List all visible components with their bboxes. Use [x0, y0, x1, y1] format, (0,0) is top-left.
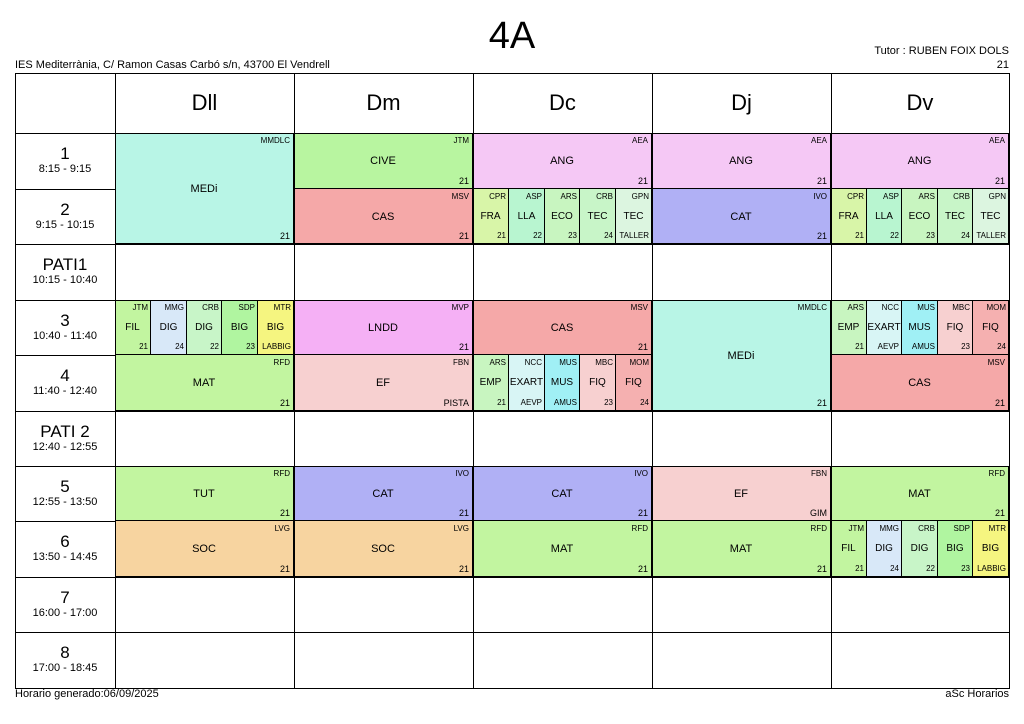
lesson-subject: FIL: [841, 543, 856, 554]
grid-row-line: [15, 577, 115, 578]
period-label: [15, 532, 115, 564]
period-label: [15, 366, 115, 398]
lesson-cell[interactable]: [294, 133, 473, 189]
lesson-room: 22: [210, 342, 219, 351]
lesson-subject: ECO: [908, 210, 931, 222]
lesson-teacher: AEA: [631, 136, 648, 145]
period-name: 6: [60, 532, 70, 551]
lesson-teacher: ARS: [918, 192, 935, 201]
lesson-teacher: MSV: [451, 192, 469, 201]
lesson-teacher: GPN: [631, 192, 649, 201]
lesson-cell[interactable]: [509, 189, 545, 244]
lesson-teacher: ARS: [489, 358, 506, 367]
period-name: 7: [60, 587, 70, 607]
lesson-teacher: RFD: [810, 524, 827, 533]
lesson-subject: MEDi: [727, 349, 755, 362]
lesson-teacher: IVO: [813, 192, 827, 201]
lesson-subject: MAT: [908, 487, 931, 500]
grid-border-top: [15, 73, 1010, 74]
period-name: PATI 2: [40, 421, 90, 441]
school-address: IES Mediterrània, C/ Ramon Casas Carbó s/n, 43700 El Vendrell: [15, 59, 330, 71]
lesson-cell[interactable]: [652, 466, 831, 521]
lesson-subject: ANG: [550, 155, 574, 167]
period-name: 3: [60, 310, 70, 330]
period-name: 2: [60, 199, 70, 219]
lesson-room: LABBIG: [262, 342, 291, 351]
lesson-room: 21: [458, 564, 469, 574]
lesson-teacher: LVG: [274, 524, 290, 533]
lesson-teacher: IVO: [634, 469, 648, 478]
lesson-cell[interactable]: [938, 300, 973, 355]
lesson-teacher: FBN: [453, 358, 469, 367]
period-name: 5: [60, 476, 70, 496]
lesson-cell[interactable]: [938, 521, 973, 577]
period-time: 9:15 - 10:15: [35, 218, 95, 231]
lesson-subject: FIQ: [589, 377, 606, 388]
lesson-subject: CAS: [908, 377, 931, 389]
lesson-subject: MUS: [550, 377, 574, 388]
period-label: [15, 422, 115, 454]
lesson-room: 21: [497, 398, 506, 407]
lesson-teacher: IVO: [455, 469, 469, 478]
lesson-subject: FRA: [838, 210, 859, 222]
period-label: [15, 144, 115, 176]
lesson-subject: SOC: [371, 543, 395, 555]
grid-row-line: [115, 300, 1009, 301]
lesson-cell[interactable]: [473, 355, 509, 411]
lesson-room: 23: [961, 342, 970, 351]
lesson-room: TALLER: [619, 231, 649, 240]
lesson-cell[interactable]: [545, 355, 580, 411]
lesson-cell[interactable]: [938, 189, 973, 244]
period-label: [15, 477, 115, 509]
period-name: 8: [60, 643, 70, 662]
lesson-subject: LNDD: [368, 321, 398, 334]
lesson-subject: LLA: [517, 210, 536, 222]
lesson-room: 22: [890, 231, 899, 240]
lesson-cell[interactable]: [831, 300, 867, 355]
lesson-room: 23: [926, 231, 935, 240]
lesson-subject: BIG: [230, 321, 249, 333]
lesson-teacher: MMG: [164, 303, 184, 312]
lesson-room: 21: [994, 508, 1005, 518]
lesson-room: AMUS: [553, 398, 577, 407]
lesson-room: 21: [279, 231, 290, 241]
lesson-room: AMUS: [911, 342, 935, 351]
lesson-room: 21: [497, 231, 506, 240]
lesson-cell[interactable]: [973, 189, 1009, 244]
lesson-cell[interactable]: [115, 300, 151, 355]
lesson-cell[interactable]: [652, 133, 831, 189]
lesson-room: 21: [458, 342, 469, 352]
lesson-subject: MAT: [192, 377, 216, 389]
lesson-cell[interactable]: [973, 300, 1009, 355]
lesson-cell[interactable]: [616, 355, 652, 411]
lesson-teacher: GPN: [988, 192, 1006, 201]
grid-row-line: [15, 466, 115, 467]
lesson-subject: BIG: [946, 543, 964, 554]
period-label: [15, 311, 115, 343]
lesson-subject: DIG: [195, 321, 213, 333]
grid-row-line: [15, 244, 115, 245]
period-name: PATI1: [42, 255, 88, 274]
grid-row-line: [115, 411, 1009, 412]
grid-row-line: [115, 632, 1009, 633]
lesson-room: 21: [637, 564, 648, 574]
lesson-room: 21: [279, 398, 290, 408]
lesson-teacher: MBC: [952, 303, 970, 312]
lesson-room: 24: [961, 231, 970, 240]
lesson-cell[interactable]: [294, 466, 473, 521]
lesson-cell[interactable]: [652, 189, 831, 244]
lesson-cell[interactable]: [867, 521, 902, 577]
lesson-subject: MAT: [550, 543, 574, 555]
lesson-cell[interactable]: [473, 189, 509, 244]
lesson-room: 21: [855, 564, 864, 573]
lesson-cell[interactable]: [831, 133, 1009, 189]
lesson-cell[interactable]: [115, 133, 294, 244]
lesson-room: 21: [816, 176, 827, 186]
tutor-name: Tutor : RUBEN FOIX DOLS: [874, 45, 1009, 57]
period-time: 17:00 - 18:45: [32, 662, 98, 674]
period-time: 11:40 - 12:40: [32, 385, 97, 397]
day-header: Dv: [906, 90, 934, 115]
period-time: 8:15 - 9:15: [38, 163, 92, 175]
day-header: Dc: [549, 90, 576, 115]
lesson-room: 21: [458, 176, 469, 186]
lesson-subject: EF: [375, 377, 391, 389]
lesson-room: AEVP: [520, 398, 542, 407]
lesson-subject: TUT: [193, 487, 215, 500]
lesson-cell[interactable]: [652, 300, 831, 411]
lesson-teacher: MOM: [986, 303, 1006, 312]
period-name: 4: [60, 366, 70, 385]
lesson-room: 24: [640, 398, 649, 407]
lesson-cell[interactable]: [867, 300, 902, 355]
lesson-subject: CAT: [730, 210, 752, 223]
lesson-teacher: MMDLC: [797, 303, 827, 312]
lesson-teacher: ARS: [560, 192, 577, 201]
lesson-subject: MEDi: [190, 182, 218, 195]
lesson-teacher: CPR: [489, 192, 506, 201]
home-room: 21: [996, 59, 1009, 71]
lesson-room: PISTA: [443, 398, 469, 408]
lesson-room: LABBIG: [977, 564, 1006, 573]
lesson-teacher: MVP: [451, 303, 469, 312]
lesson-teacher: JTM: [453, 136, 469, 145]
lesson-subject: FRA: [480, 210, 501, 222]
lesson-cell[interactable]: [294, 300, 473, 355]
lesson-teacher: ASP: [882, 192, 899, 201]
lesson-teacher: LVG: [453, 524, 469, 533]
lesson-cell[interactable]: [509, 355, 545, 411]
lesson-cell[interactable]: [580, 355, 616, 411]
class-title: 4A: [488, 15, 536, 57]
grid-row-line: [15, 189, 115, 190]
lesson-room: GIM: [810, 508, 827, 518]
lesson-subject: FIQ: [625, 377, 642, 388]
lesson-subject: MAT: [729, 543, 753, 555]
lesson-teacher: RFD: [988, 469, 1005, 478]
lesson-subject: CAS: [550, 321, 574, 334]
lesson-teacher: ARS: [847, 303, 864, 312]
lesson-teacher: AEA: [810, 136, 827, 145]
period-time: 16:00 - 17:00: [32, 606, 98, 619]
grid-border-bottom: [15, 688, 1010, 689]
lesson-cell[interactable]: [545, 189, 580, 244]
lesson-subject: DIG: [875, 543, 893, 554]
lesson-teacher: CRB: [918, 524, 935, 533]
lesson-teacher: SDP: [953, 524, 970, 533]
lesson-teacher: MTR: [988, 524, 1006, 533]
lesson-teacher: RFD: [273, 469, 290, 478]
lesson-teacher: ASP: [525, 192, 542, 201]
lesson-teacher: AEA: [988, 136, 1005, 145]
lesson-subject: TEC: [945, 210, 965, 222]
lesson-teacher: MOM: [629, 358, 649, 367]
lesson-teacher: NCC: [524, 358, 542, 367]
lesson-subject: BIG: [981, 543, 1000, 554]
lesson-subject: FIQ: [982, 321, 999, 333]
lesson-room: 23: [961, 564, 970, 573]
grid-column-line: [115, 73, 116, 688]
lesson-cell[interactable]: [616, 189, 652, 244]
lesson-cell[interactable]: [902, 189, 938, 244]
lesson-room: 21: [637, 342, 648, 352]
lesson-room: 21: [279, 508, 290, 518]
period-time: 10:15 - 10:40: [32, 274, 98, 286]
lesson-subject: CAS: [371, 210, 395, 223]
grid-column-line: [473, 73, 474, 688]
lesson-subject: ANG: [907, 155, 932, 167]
lesson-cell[interactable]: [473, 466, 652, 521]
lesson-subject: TEC: [587, 210, 608, 222]
period-time: 13:50 - 14:45: [32, 551, 98, 563]
period-time: 12:40 - 12:55: [32, 440, 98, 453]
period-label: [15, 200, 115, 232]
lesson-cell[interactable]: [187, 300, 222, 355]
lesson-room: 21: [816, 564, 827, 574]
grid-column-line: [831, 73, 832, 688]
lesson-subject: SOC: [192, 543, 216, 555]
day-header: Dll: [191, 90, 218, 115]
lesson-teacher: SDP: [238, 303, 255, 312]
lesson-teacher: MTR: [273, 303, 291, 312]
lesson-teacher: MMG: [879, 524, 899, 533]
lesson-room: 21: [994, 398, 1005, 408]
lesson-teacher: MSV: [630, 303, 648, 312]
lesson-teacher: CRB: [202, 303, 219, 312]
lesson-cell[interactable]: [294, 521, 473, 577]
grid-row-line: [15, 300, 115, 301]
lesson-teacher: JTM: [132, 303, 148, 312]
lesson-cell[interactable]: [902, 300, 938, 355]
lesson-cell[interactable]: [294, 189, 473, 244]
lesson-cell[interactable]: [831, 521, 867, 577]
period-label: [15, 588, 115, 620]
lesson-room: 21: [279, 564, 290, 574]
lesson-subject: TEC: [623, 210, 644, 222]
lesson-subject: CIVE: [370, 155, 396, 167]
lesson-teacher: MMDLC: [260, 136, 290, 145]
lesson-room: 24: [890, 564, 899, 573]
lesson-teacher: CRB: [596, 192, 613, 201]
grid-row-line: [115, 466, 1009, 467]
lesson-cell[interactable]: [473, 521, 652, 577]
lesson-cell[interactable]: [973, 521, 1009, 577]
lesson-cell[interactable]: [222, 300, 258, 355]
lesson-teacher: MUS: [559, 358, 577, 367]
grid-row-line: [15, 411, 115, 412]
lesson-subject: EMP: [837, 321, 860, 333]
lesson-subject: ECO: [551, 210, 573, 222]
lesson-cell[interactable]: [831, 355, 1009, 411]
grid-row-line: [115, 244, 1009, 245]
period-time: 12:55 - 13:50: [32, 495, 98, 508]
lesson-room: 21: [855, 342, 864, 351]
lesson-subject: TEC: [980, 210, 1001, 222]
lesson-room: 23: [246, 342, 255, 351]
lesson-subject: EXART: [509, 377, 544, 388]
lesson-teacher: FBN: [811, 469, 827, 478]
lesson-cell[interactable]: [867, 189, 902, 244]
lesson-room: 22: [533, 231, 542, 240]
lesson-subject: EXART: [867, 321, 901, 333]
lesson-room: TALLER: [976, 231, 1006, 240]
lesson-cell[interactable]: [115, 466, 294, 521]
lesson-room: AEVP: [877, 342, 899, 351]
grid-header-line: [15, 133, 1009, 134]
lesson-cell[interactable]: [902, 521, 938, 577]
lesson-teacher: RFD: [273, 358, 290, 367]
lesson-teacher: CRB: [953, 192, 970, 201]
lesson-subject: CAT: [551, 487, 573, 500]
grid-row-line: [115, 577, 1009, 578]
lesson-subject: ANG: [729, 155, 753, 167]
grid-column-line: [652, 73, 653, 688]
lesson-room: 21: [637, 176, 648, 186]
lesson-subject: EMP: [479, 377, 502, 388]
period-name: 1: [60, 144, 70, 163]
lesson-cell[interactable]: [115, 521, 294, 577]
lesson-cell[interactable]: [473, 133, 652, 189]
lesson-subject: MUS: [908, 321, 931, 333]
day-header: Dm: [366, 90, 401, 115]
lesson-room: 21: [637, 508, 648, 518]
day-header: Dj: [731, 90, 752, 115]
lesson-cell[interactable]: [115, 355, 294, 411]
lesson-room: 21: [139, 342, 148, 351]
grid-row-line: [15, 521, 115, 522]
lesson-subject: CAT: [372, 487, 394, 500]
lesson-cell[interactable]: [258, 300, 294, 355]
software-credit: aSc Horarios: [945, 688, 1009, 700]
lesson-room: 22: [926, 564, 935, 573]
lesson-room: 23: [568, 231, 577, 240]
lesson-subject: DIG: [910, 543, 929, 554]
grid-border-right: [1009, 73, 1010, 689]
lesson-teacher: NCC: [881, 303, 899, 312]
lesson-room: 21: [816, 398, 827, 408]
lesson-cell[interactable]: [151, 300, 187, 355]
lesson-teacher: MSV: [987, 358, 1005, 367]
grid-row-line: [15, 632, 115, 633]
lesson-room: 21: [855, 231, 864, 240]
lesson-cell[interactable]: [831, 466, 1009, 521]
lesson-subject: BIG: [266, 321, 285, 333]
period-time: 10:40 - 11:40: [32, 329, 97, 342]
lesson-cell[interactable]: [580, 189, 616, 244]
lesson-room: 21: [458, 508, 469, 518]
lesson-room: 23: [604, 398, 613, 407]
lesson-room: 21: [994, 176, 1005, 186]
lesson-subject: FIQ: [946, 321, 964, 333]
lesson-subject: DIG: [159, 321, 178, 333]
lesson-room: 21: [816, 231, 827, 241]
lesson-teacher: CPR: [847, 192, 864, 201]
lesson-cell[interactable]: [294, 355, 473, 411]
lesson-room: 24: [175, 342, 184, 351]
lesson-room: 24: [604, 231, 613, 240]
lesson-teacher: MUS: [917, 303, 935, 312]
period-label: [15, 255, 115, 287]
lesson-subject: EF: [733, 487, 749, 500]
lesson-subject: FIL: [125, 321, 140, 333]
lesson-cell[interactable]: [652, 521, 831, 577]
grid-column-line: [294, 73, 295, 688]
period-label: [15, 643, 115, 675]
lesson-subject: LLA: [875, 210, 893, 222]
lesson-cell[interactable]: [473, 300, 652, 355]
lesson-teacher: MBC: [595, 358, 613, 367]
lesson-room: 21: [458, 231, 469, 241]
lesson-teacher: RFD: [631, 524, 648, 533]
generated-date: Horario generado:06/09/2025: [15, 688, 159, 700]
lesson-teacher: JTM: [848, 524, 864, 533]
lesson-room: 24: [997, 342, 1006, 351]
grid-border-left: [15, 73, 16, 689]
lesson-cell[interactable]: [831, 189, 867, 244]
grid-row-line: [15, 355, 115, 356]
